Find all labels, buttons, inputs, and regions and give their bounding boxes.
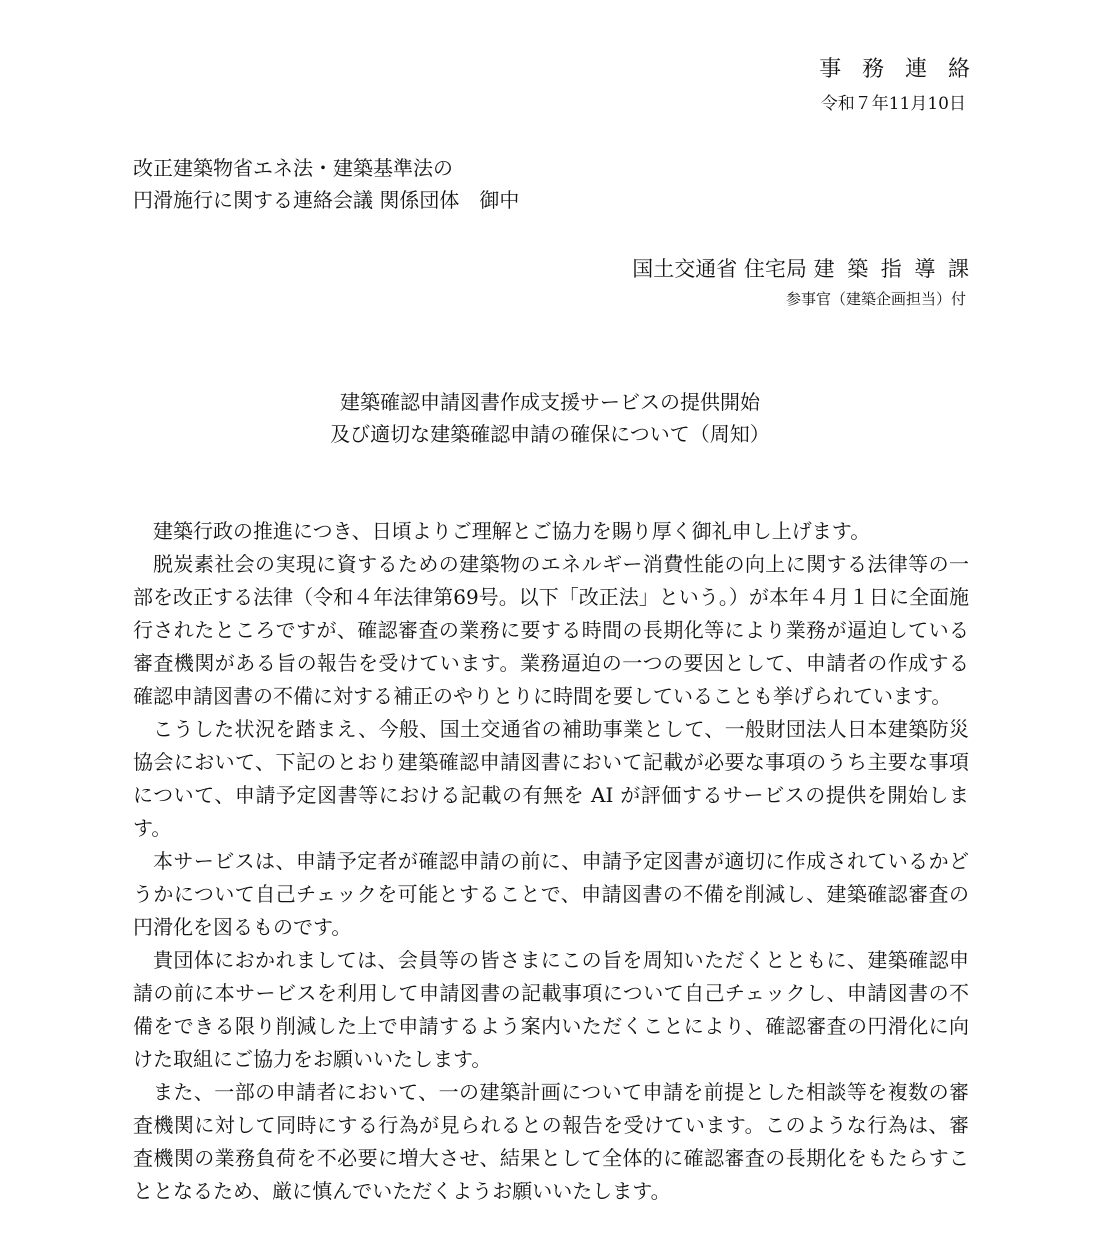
sender-org: 国土交通省 住宅局 xyxy=(632,257,807,281)
sender-sub-office: 参事官（建築企画担当）付 xyxy=(785,290,966,308)
body-paragraph-5: 貴団体におかれましては、会員等の皆さまにこの旨を周知いただくとともに、建築確認申請の前に本サービスを利用して申請図書の記載事項について自己チェックし、申請図書の不備をできる限り削減した上で申請するよう案内いただくことにより、確認審査の円滑化に向けた取組にご協力をお願いいたします。 xyxy=(133,948,969,1071)
sender xyxy=(632,253,982,283)
addressee-line-2: 円滑施行に関する連絡会議 関係団体 御中 xyxy=(133,188,520,212)
sender-division: 建築指導課 xyxy=(813,257,982,281)
addressee xyxy=(133,152,519,216)
body-paragraph-2: 脱炭素社会の実現に資するための建築物のエネルギー消費性能の向上に関する法律等の一部を改正する法律（令和４年法律第69号。以下「改正法」という。）が本年４月１日に全面施行されたところですが、確認審査の業務に要する時間の長期化等により業務が逼迫している審査機関がある旨の報告を受けています。業務逼迫の一つの要因として、申請者の作成する確認申請図書の不備に対する補正のやりとりに時間を要していることも挙げられています。 xyxy=(133,552,969,708)
document-title xyxy=(0,386,1100,450)
title-line-1: 建築確認申請図書作成支援サービスの提供開始 xyxy=(340,390,760,414)
body-paragraph-4: 本サービスは、申請予定者が確認申請の前に、申請予定図書が適切に作成されているかどうかについて自己チェックを可能とすることで、申請図書の不備を削減し、建築確認審査の円滑化を図るものです。 xyxy=(133,849,969,939)
body-paragraph-1: 建築行政の推進につき、日頃よりご理解とご協力を賜り厚く御礼申し上げます。 xyxy=(153,519,871,543)
document-date: 令和７年11月10日 xyxy=(820,94,966,114)
title-line-2: 及び適切な建築確認申請の確保について（周知） xyxy=(330,422,770,446)
document-type: 事務連絡 xyxy=(819,57,991,82)
document-body xyxy=(133,515,969,1208)
addressee-line-1: 改正建築物省エネ法・建築基準法の xyxy=(133,156,453,180)
body-paragraph-6: また、一部の申請者において、一の建築計画について申請を前提とした相談等を複数の審査機関に対して同時にする行為が見られるとの報告を受けています。このような行為は、審査機関の業務負荷を不必要に増大させ、結果として全体的に確認審査の長期化をもたらすこととなるため、厳に慎んでいただくようお願いいたします。 xyxy=(133,1080,969,1203)
body-paragraph-3: こうした状況を踏まえ、今般、国土交通省の補助事業として、一般財団法人日本建築防災協会において、下記のとおり建築確認申請図書において記載が必要な事項のうち主要な事項について、申請予定図書等における記載の有無を AI が評価するサービスの提供を開始します。 xyxy=(133,717,969,840)
